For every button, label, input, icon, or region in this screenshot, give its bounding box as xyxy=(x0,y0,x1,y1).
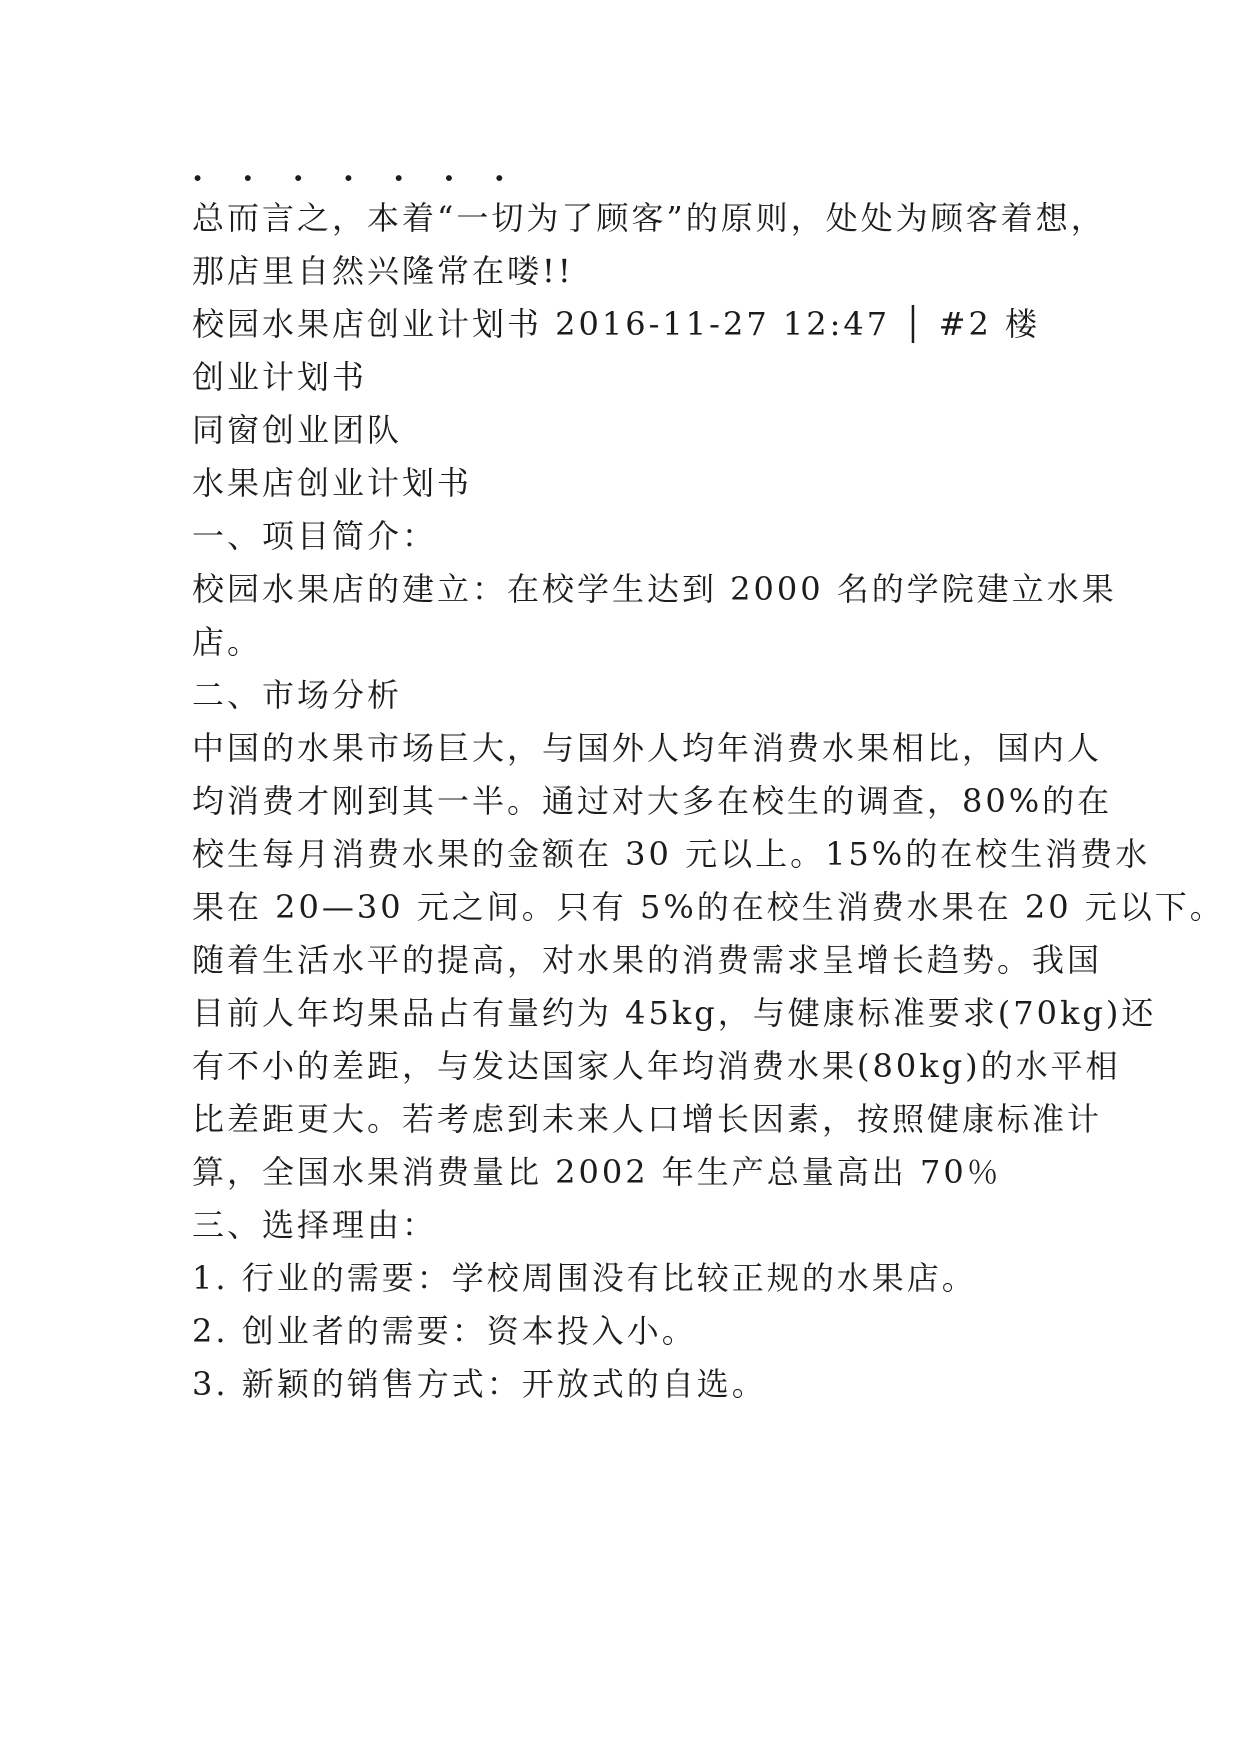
text-line: 果在 20—30 元之间。只有 5%的在校生消费水果在 20 元以下。 xyxy=(192,888,1225,926)
list-item: 2. 创业者的需要：资本投入小。 xyxy=(192,1312,697,1350)
text-line: 总而言之，本着“一切为了顾客”的原则，处处为顾客着想， xyxy=(192,199,1106,237)
text-line: 目前人年均果品占有量约为 45kg，与健康标准要求(70kg)还 xyxy=(192,994,1157,1032)
text-line: 校园水果店的建立：在校学生达到 2000 名的学院建立水果 xyxy=(192,570,1117,608)
text-line: 有不小的差距，与发达国家人年均消费水果(80kg)的水平相 xyxy=(192,1047,1121,1085)
section-heading: 三、选择理由： xyxy=(192,1206,438,1244)
text-line: 店。 xyxy=(192,623,263,661)
text-line: 算，全国水果消费量比 2002 年生产总量高出 70％ xyxy=(192,1153,1002,1191)
text-line: 均消费才刚到其一半。通过对大多在校生的调查，80%的在 xyxy=(192,782,1113,820)
text-line: 比差距更大。若考虑到未来人口增长因素，按照健康标准计 xyxy=(192,1100,1103,1138)
team-name: 同窗创业团队 xyxy=(192,411,403,449)
text-line: 校生每月消费水果的金额在 30 元以上。15%的在校生消费水 xyxy=(192,835,1151,873)
text-line: 随着生活水平的提高，对水果的消费需求呈增长趋势。我国 xyxy=(192,941,1103,979)
ellipsis-dots: · · · · · · · xyxy=(192,159,519,197)
document-title: 水果店创业计划书 xyxy=(192,464,473,502)
list-item: 3. 新颖的销售方式：开放式的自选。 xyxy=(192,1365,767,1403)
post-header-line: 校园水果店创业计划书 2016-11-27 12:47 │ #2 楼 xyxy=(192,305,1041,343)
list-item: 1. 行业的需要：学校周围没有比较正规的水果店。 xyxy=(192,1259,977,1297)
section-heading: 二、市场分析 xyxy=(192,676,403,714)
text-line: 那店里自然兴隆常在喽!! xyxy=(192,252,574,290)
heading-business-plan: 创业计划书 xyxy=(192,358,368,396)
section-heading: 一、项目简介： xyxy=(192,517,438,555)
text-line: 中国的水果市场巨大，与国外人均年消费水果相比，国内人 xyxy=(192,729,1103,767)
